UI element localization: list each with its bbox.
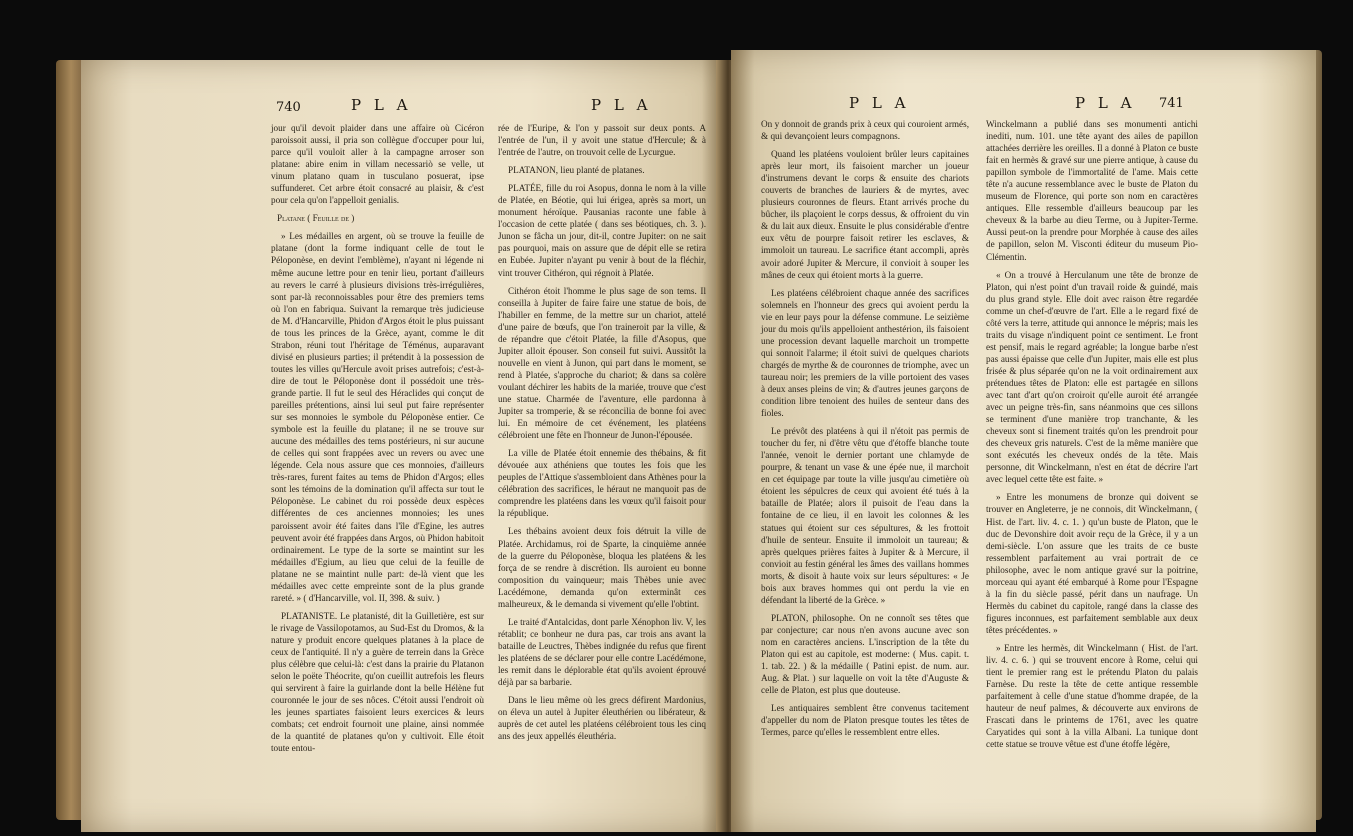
open-book	[26, 20, 1296, 825]
page-number-right: 741	[1159, 96, 1184, 111]
running-head-left-1: P L A	[351, 96, 412, 114]
paragraph: PLATANISTE. Le platanisté, dit la Guilletière, est sur le rivage de Vassilopotamos, au Sud-Est du Dromos, & la nature y produit encore quelques platanes à la place de ceux de l'antiquité. Il n'y a guère de terrein dans la Grèce plus célèbre que celui-là: c'est dans la prairie du Platanon selon le poëte Théocrite, qu'on cueillit autrefois les fleurs qui servirent à faire la guirlande dont la belle Hélène fut couronnée le jour de ses nôces. C'étoit aussi l'endroit où les jeunes spartiates faisoient leurs exercices & leurs combats; cet endroit fournoit une plaine, ainsi nommée de la quantité de platanes qu'on y cultivoit. Elle étoit toute entou-	[271, 610, 484, 754]
paragraph: » Entre les hermès, dit Winckelmann ( Hist. de l'art. liv. 4. c. 6. ) qui se trouvent encore à Rome, celui qui tient le premier rang est le prétendu Platon du palais Farnèse. Du reste la tête de cette antique ressemble parfaitement à celle d'une statue d'homme drapée, de la hauteur de neuf palmes, & découverte aux environs de Frascati dans le printems de 1761, avec les quatre Caryatides qui sont à la villa Albani. La tunique dont cette statue se trouve vêtue est d'une étoffe légère,	[986, 642, 1198, 750]
paragraph: Les platéens célébroient chaque année des sacrifices solemnels en l'honneur des grecs qui avoient perdu la vie en leur pays pour la défense commune. Le seizième jour du mois qu'ils appelloient anthestérion, ils faisoient une procession devant laquelle marchoit un trompette qui sonnoit l'alarme; il étoit suivi de quelques chariots chargés de myrthe & de couronnes de triomphe, avec un taureau noir; les premiers de la ville portoient des vases à deux anses pleins de vin; & d'autres jeunes garçons de condition libre tenoient des huiles de senteur dans des fioles.	[761, 287, 969, 419]
running-head-left-2: P L A	[591, 96, 652, 114]
paragraph: Dans le lieu même où les grecs défirent Mardonius, on éleva un autel à Jupiter éleuthérien ou libérateur, & auprès de cet autel les platéens célébroient tous les cinq ans des jeux appellés éleuthéria.	[498, 695, 706, 742]
paragraph: On y donnoit de grands prix à ceux qui couroient armés, & qui devançoient leurs compagnons.	[761, 119, 969, 142]
page-number-left: 740	[276, 100, 301, 115]
running-head-right-1: P L A	[849, 94, 910, 112]
right-page-column-1	[761, 118, 969, 744]
paragraph: rée de l'Euripe, & l'on y passoit sur deux ponts. A l'entrée de l'un, il y avoit une statue d'Hercule; & à l'entrée de l'autre, on trouvoit celle de Lycurgue.	[498, 123, 706, 158]
paragraph: Le prévôt des platéens à qui il n'étoit pas permis de toucher du fer, ni d'être vêtu que d'étoffe blanche toute l'année, venoit le dernier portant une chlamyde de pourpre, & tenant un vase & une épée nue, il marchoit en cet équipage par toute la ville jusqu'au cimetière où étoient les sépulcres de ceux qui avoient été tués à la bataille de Platée; alors il puisoit de l'eau dans la fontaine de ce lieu, il en lavoit les colonnes & les statues qui étoient sur ces sépultures, & les frottoit d'huile de senteur. Ensuite il immoloit un taureau; & après quelques prières faites à Jupiter & à Mercure, il convioit au festin général les âmes des vaillans hommes morts, & disoit à haute voix sur leurs sépultures: « Je bois aux braves hommes qui ont perdu la vie en défendant la liberté de la Grèce. »	[761, 426, 969, 605]
paragraph: « On a trouvé à Herculanum une tête de bronze de Platon, qui n'est point d'un travail roide & guindé, mais du plus grand style. Elle doit avec raison être regardée comme un chef-d'œuvre de l'art. Elle a le regard fixé de côté vers la terre, attitude qui annonce le mépris; mais les traits du visage n'indiquent point ce sentiment. Le front est pensif, mais le regard agréable; la longue barbe n'est pas aussi épaisse que celle d'un Jupiter, mais elle est plus frisée & plus séparée qu'on ne la voit ordinairement aux prétendues têtes de Platon: elle est partagée en sillons avec tant d'art qu'on croiroit qu'elle auroit été arrangée avec un peigne très-fin, sans néanmoins que ces sillons se terminent d'une manière trop tranchante, & les cheveux sont si finement traités qu'on les prendroit pour des cheveux gris naturels. C'est de la même manière que sont exécutés les cheveux ondés de la tête. Mais personne, dit Winckelmann, n'est en état de décrire l'art avec lequel cette tête est faite. »	[986, 269, 1198, 485]
paragraph: Les thébains avoient deux fois détruit la ville de Platée. Archidamus, roi de Sparte, la cinquième année de la guerre du Péloponèse, bloqua les platéens & les força de se rendre à discrétion. Ils auroient eu bonne composition du vainqueur; mais Thèbes unie avec Lacédémone, demanda qu'on exterminât ces malheureux, & le demanda si vivement qu'elle l'obtint.	[498, 526, 706, 609]
paragraph: Le traité d'Antalcidas, dont parle Xénophon liv. V, les rétablit; ce bonheur ne dura pas, car trois ans avant la bataille de Leuctres, Thèbes indignée du refus que firent les platéens de se déclarer pour elle contre Lacédémone, les remit dans le déplorable état qu'ils avoient éprouvé déjà par sa barbarie.	[498, 616, 706, 688]
paragraph: Quand les platéens vouloient brûler leurs capitaines après leur mort, ils faisoient marcher un joueur d'instrumens devant le corps & ensuite des chariots couverts de branches de lauriers & de myrtes, avec plusieurs couronnes de fleurs. Etant arrivés proche du bûcher, ils plaçoient le corps dessus, & offroient du vin & du lait aux dieux. Ensuite le plus considérable d'entre eux vêtu de pourpre faisoit retirer les esclaves, & immoloit un taureau. Le sacrifice étant accompli, après avoir adoré Jupiter & Mercure, il convioit à souper les mânes de ceux qui étoient morts à la guerre.	[761, 149, 969, 280]
right-page	[731, 50, 1316, 832]
left-page	[81, 60, 721, 832]
paragraph: Les antiquaires semblent être convenus tacitement d'appeller du nom de Platon presque toutes les têtes de Termes, parce qu'elles le ressemblent entre elles.	[761, 703, 969, 738]
running-head-right-2: P L A	[1075, 94, 1136, 112]
paragraph: La ville de Platée étoit ennemie des thébains, & fit dévouée aux athéniens que toutes les fois que les peuples de l'Attique s'assembloient dans Athènes pour la célébration des sacrifices, le héraut ne manquoit pas de comprendre les platéens dans les vœux qu'il faisoit pour la république.	[498, 448, 706, 519]
paragraph: PLATON, philosophe. On ne connoît ses têtes que par conjecture; car nous n'en avons aucune avec son nom en caractères anciens. L'inscription de la tête du Platon qui est au capitole, est moderne: ( Mus. capit. t. 1. tab. 22. ) & la médaille ( Patini epist. de num. aur. Aug. & Plat. ) sur laquelle on voit la tête d'Auguste & celle de Platon, est plus que douteuse.	[761, 612, 969, 696]
paragraph: » Entre les monumens de bronze qui doivent se trouver en Angleterre, je ne connois, dit Winckelmann, ( Hist. de l'art. liv. 4. c. 1. ) qu'un buste de Platon, que le duc de Devonshire doit avoir reçu de la Grèce, il y a un demi-siècle. L'on assure que les traits de ce buste ressemblent parfaitement au vrai portrait de ce philosophe, avec le nom antique gravé sur la poitrine, morceau qui ayant été embarqué à Rome pour l'Espagne à la fin du siècle passé, périt dans un naufrage. Un Hermès du cabinet du capitole, rangé dans la classe des figures inconnues, est parfaitement semblable aux deux têtes précédentes. »	[986, 492, 1198, 635]
paragraph: Cithéron étoit l'homme le plus sage de son tems. Il conseilla à Jupiter de faire faire une statue de bois, de l'habiller en femme, de la mettre sur un chariot, attelé d'une paire de bœufs, que l'on traineroit par la ville, & de répandre que c'étoit Platée, la fille d'Asopus, que Jupiter alloit épouser. Son conseil fut suivi. Aussitôt la nouvelle en vient à Junon, qui part dans le moment, se rend à Platée, s'approche du chariot; & dans sa colère voulant déchirer les habits de la mariée, trouve que c'est une statue. Charmée de l'aventure, elle pardonna à Jupiter sa tromperie, & se réconcilia de bonne foi avec lui. En mémoire de cet événement, les platéens célébroient une fête en l'honneur de Junon-l'épousée.	[498, 285, 706, 441]
entry-heading: Platane ( Feuille de )	[277, 213, 355, 224]
paragraph: Winckelmann a publié dans ses monumenti antichi inediti, num. 101. une tête ayant des ailes de papillon attachées derrière les oreilles. Il a donné à Platon ce buste fait en hermès & gravé sur une pierre antique, à cause du papillon symbole de l'immortalité de l'ame. Mais cette tête n'a aucune ressemblance avec le buste de Platon du museum de Florence, qui porte son nom en caractères antiques. Elle ressemble d'ailleurs beaucoup par les cheveux & la barbe au dieu Terme, ou à Jupiter-Terme. Aussi peut-on la prendre pour Morphée à cause des ailes de papillon, selon M. Visconti éditeur du museum Pio-Clémentin.	[986, 119, 1198, 262]
paragraph: PLATÉE, fille du roi Asopus, donna le nom à la ville de Platée, en Béotie, qui lui érigea, après sa mort, un monument héroïque. Pausanias raconte une fable à l'occasion de cette platée ( dans ses béotiques, ch. 3. ). Junon se fâcha un jour, dit-il, contre Jupiter: on ne sait pas pourquoi, mais on assure que de dépit elle se retira en Eubée. Jupiter n'ayant pu venir à bout de la fléchir, vint trouver Cithéron, qui régnoit à Platée.	[498, 183, 706, 278]
paragraph: jour qu'il devoit plaider dans une affaire où Cicéron paroissoit aussi, il pria son collègue d'occuper pour lui, parce qu'il vouloit aller à la campagne arroser son platane: abire enim in villam necessariò se velle, ut vinum platano quam in tusculano posuerat, ipse suffunderet. Cet arbre étoit consacré au plaisir, & c'est pour cela qu'on l'appelloit genialis.	[271, 123, 484, 206]
left-page-column-2	[498, 122, 706, 748]
paragraph: » Les médailles en argent, où se trouve la feuille de platane (dont la forme indiquant celle de tout le Péloponèse, en devint l'emblème), n'ayant ni légende ni même aucune lettre pour en tenir lieu, portant d'ailleurs au revers le carré à plusieurs divisions très-irrégulières, sont par-là reconnoissables pour être des premiers tems où l'on en fabriqua. Suivant la remarque très judicieuse de M. d'Hancarville, Phidon d'Argos étoit le plus puissant de tous les princes de la Grèce, ayant, comme le dit Strabon, réuni tout l'héritage de Téménus, auparavant divisé en plusieurs parties; il prétendit à la possession de toutes les villes qu'Hercule avoit prises autrefois; c'est-à-dire de tout le Péloponèse dont il possédoit une très-grande partie. Il fut le seul des Héraclides qui conçut de pareilles prétentions, ainsi lui seul put faire représenter sur ses monnoies le symbole du Péloponèse entier. Ce symbole est la feuille du platane; il ne se trouve sur aucune des médailles des tems postérieurs, ni sur aucune de celles qui sont frappées avec un revers ou avec une légende. Cela nous assure que ces monnoies, d'ailleurs très-rares, furent faites au tems de Phidon d'Argos; elles sont les témoins de la domination qu'il affecta sur tout le Péloponèse. Le cabinet du roi possède deux espèces différentes de ces anciennes monnoies; les unes paroissent avoir été faites dans l'île d'Egine, les autres peuvent avoir été frappées dans Argos, où Phidon habitoit ordinairement. Le type de la sorte se maintint sur les médailles d'Egium, au lieu que celui de la feuille de platane ne se maintint nulle part: de-là vient que les médailles avec cette empreinte sont de la plus grande rareté. » ( d'Hancarville, vol. II, 398. & suiv. )	[271, 231, 484, 603]
right-page-column-2	[986, 118, 1198, 756]
left-page-column-1	[271, 122, 484, 760]
paragraph: PLATANON, lieu planté de platanes.	[508, 165, 645, 176]
